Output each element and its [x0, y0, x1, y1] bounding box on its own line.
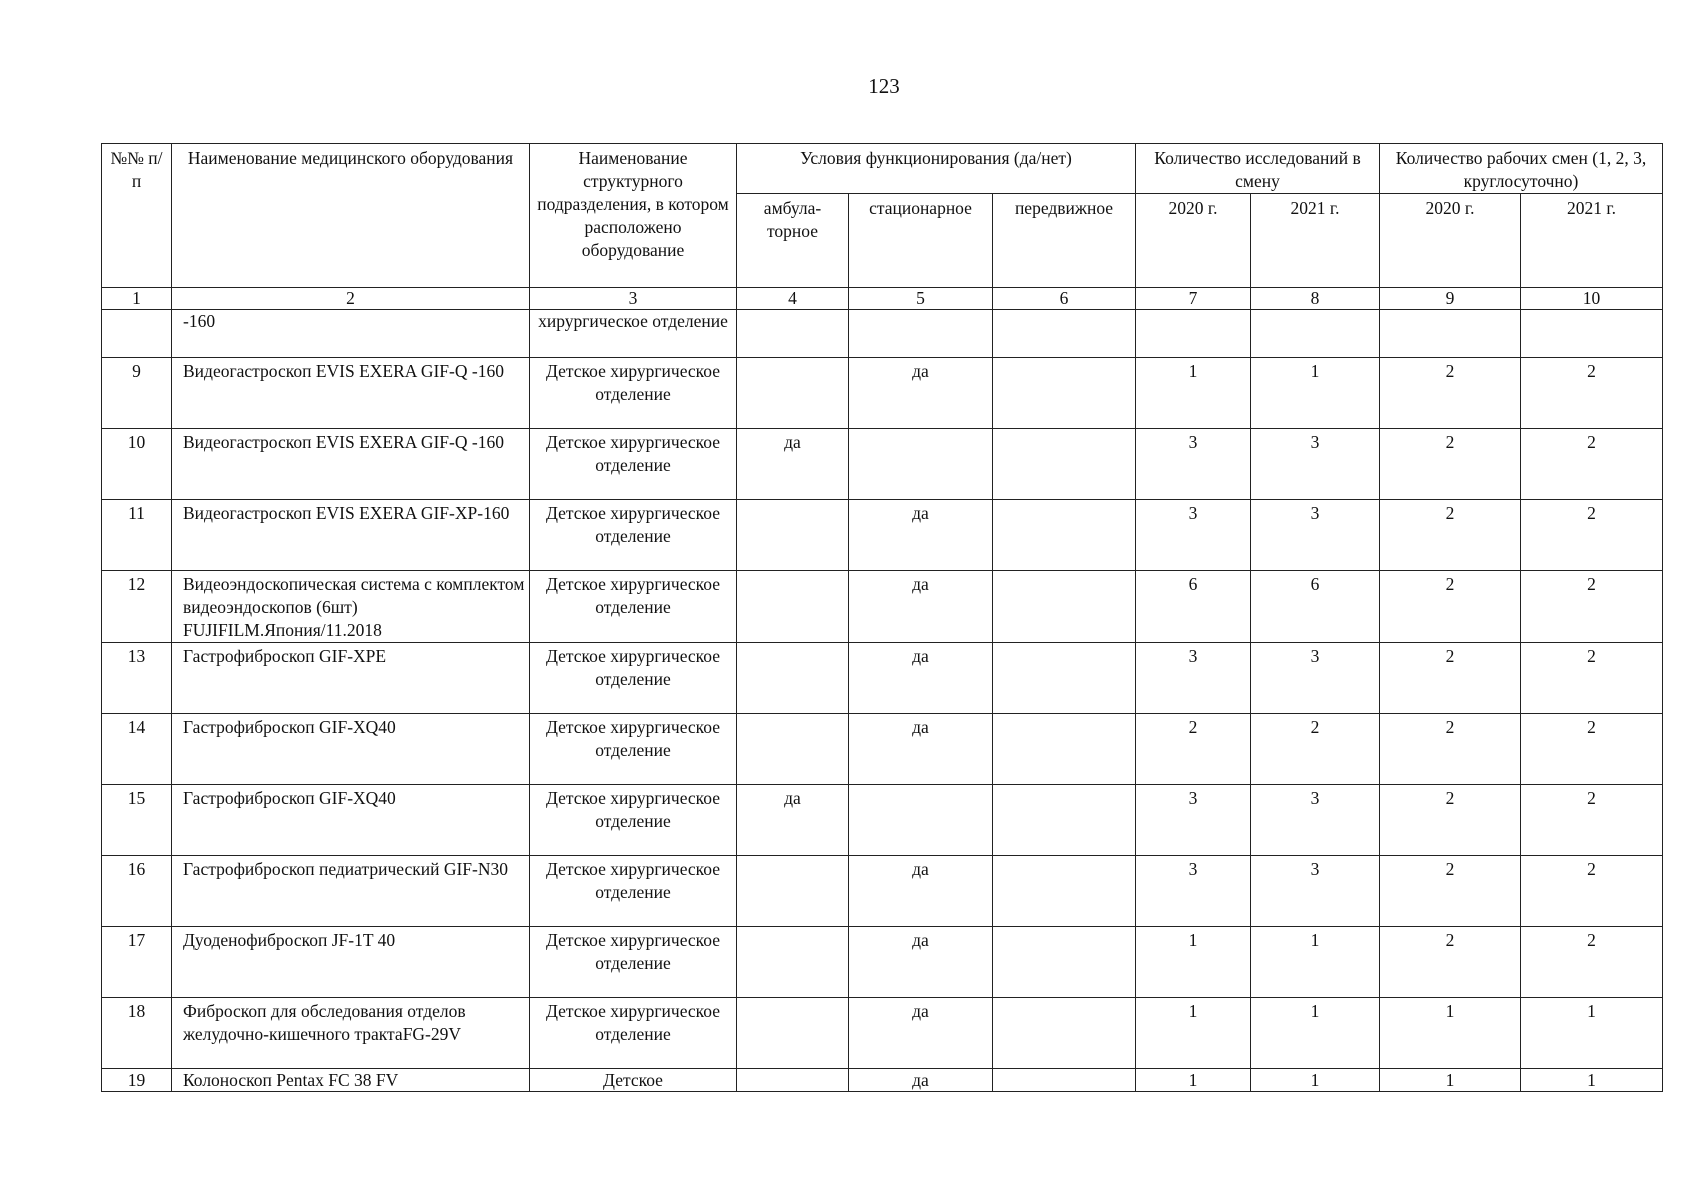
cell-inpatient: да [849, 358, 993, 429]
table-row-continuation [102, 310, 1663, 358]
cell-department: Детское хирургическое отделение [530, 714, 737, 785]
cell-equipment-name: Колоноскоп Pentax FC 38 FV [172, 1069, 530, 1092]
cell-shifts-2020: 2 [1380, 500, 1521, 571]
cell-ambulatory [737, 310, 849, 358]
cell-mobile [993, 358, 1136, 429]
cell-mobile [993, 714, 1136, 785]
cell-shifts-2020: 2 [1380, 927, 1521, 998]
cell-studies-2021: 3 [1251, 785, 1380, 856]
cell-mobile [993, 998, 1136, 1069]
cell-studies-2021: 3 [1251, 643, 1380, 714]
cell-mobile [993, 1069, 1136, 1092]
cell-equipment-name: Видеогастроскоп EVIS EXERA GIF-XP-160 [172, 500, 530, 571]
cell-ambulatory [737, 714, 849, 785]
cell-equipment-name: Фиброскоп для обследования отделов желудочно-кишечного трактаFG-29V [172, 998, 530, 1069]
cell-shifts-2021: 2 [1521, 643, 1663, 714]
cell-mobile [993, 500, 1136, 571]
column-number: 6 [993, 288, 1136, 310]
header-mobile: передвижное [993, 194, 1136, 288]
cell-studies-2021: 1 [1251, 1069, 1380, 1092]
cell-shifts-2020: 2 [1380, 785, 1521, 856]
cell-studies-2020: 1 [1136, 358, 1251, 429]
table-row [102, 856, 1663, 927]
cell-ambulatory [737, 998, 849, 1069]
column-number: 7 [1136, 288, 1251, 310]
cell-department: Детское хирургическое отделение [530, 571, 737, 643]
table-row [102, 643, 1663, 714]
cell-num: 10 [102, 429, 172, 500]
cell-shifts-2021: 1 [1521, 998, 1663, 1069]
cell-shifts-2021: 2 [1521, 571, 1663, 643]
cell-equipment-name: Гастрофиброскоп GIF-XQ40 [172, 714, 530, 785]
cell-equipment-name: Видеогастроскоп EVIS EXERA GIF-Q -160 [172, 358, 530, 429]
cell-ambulatory [737, 1069, 849, 1092]
header-studies-2020: 2020 г. [1136, 194, 1251, 288]
cell-num: 11 [102, 500, 172, 571]
table-row [102, 358, 1663, 429]
cell-num: 18 [102, 998, 172, 1069]
table-row [102, 998, 1663, 1069]
column-number: 2 [172, 288, 530, 310]
cell-ambulatory [737, 856, 849, 927]
cell-num [102, 310, 172, 358]
cell-studies-2020: 2 [1136, 714, 1251, 785]
cell-shifts-2021 [1521, 310, 1663, 358]
table-row [102, 714, 1663, 785]
cell-mobile [993, 927, 1136, 998]
cell-department: Детское хирургическое отделение [530, 358, 737, 429]
cell-inpatient [849, 785, 993, 856]
cell-shifts-2021: 2 [1521, 927, 1663, 998]
cell-studies-2020: 1 [1136, 1069, 1251, 1092]
table-row [102, 785, 1663, 856]
column-number: 1 [102, 288, 172, 310]
cell-shifts-2020: 2 [1380, 714, 1521, 785]
cell-shifts-2021: 2 [1521, 500, 1663, 571]
cell-inpatient [849, 310, 993, 358]
cell-mobile [993, 643, 1136, 714]
cell-department: Детское хирургическое отделение [530, 856, 737, 927]
cell-department: хирургическое отделение [530, 310, 737, 358]
equipment-table [101, 143, 1663, 1092]
cell-ambulatory [737, 358, 849, 429]
cell-mobile [993, 856, 1136, 927]
cell-studies-2020: 3 [1136, 643, 1251, 714]
cell-studies-2020: 3 [1136, 500, 1251, 571]
cell-equipment-name: Гастрофиброскоп GIF-XPE [172, 643, 530, 714]
cell-mobile [993, 571, 1136, 643]
cell-shifts-2021: 2 [1521, 856, 1663, 927]
cell-shifts-2020 [1380, 310, 1521, 358]
header-equipment-name: Наименование медицинского оборудования [172, 144, 530, 288]
cell-department: Детское хирургическое отделение [530, 998, 737, 1069]
cell-studies-2021: 3 [1251, 429, 1380, 500]
cell-num: 12 [102, 571, 172, 643]
header-conditions-group: Условия функционирования (да/нет) [737, 144, 1136, 194]
cell-studies-2021: 6 [1251, 571, 1380, 643]
cell-equipment-name: -160 [172, 310, 530, 358]
cell-studies-2021 [1251, 310, 1380, 358]
table-row [102, 927, 1663, 998]
cell-ambulatory [737, 500, 849, 571]
cell-ambulatory [737, 927, 849, 998]
header-inpatient: стационарное [849, 194, 993, 288]
cell-num: 19 [102, 1069, 172, 1092]
column-number: 8 [1251, 288, 1380, 310]
cell-inpatient: да [849, 500, 993, 571]
cell-studies-2021: 1 [1251, 927, 1380, 998]
cell-inpatient [849, 429, 993, 500]
cell-studies-2020: 1 [1136, 998, 1251, 1069]
table-row [102, 571, 1663, 643]
column-number: 4 [737, 288, 849, 310]
cell-num: 15 [102, 785, 172, 856]
cell-shifts-2020: 2 [1380, 358, 1521, 429]
cell-inpatient: да [849, 998, 993, 1069]
cell-shifts-2021: 2 [1521, 358, 1663, 429]
table-row-last [102, 1069, 1663, 1092]
cell-studies-2020: 3 [1136, 429, 1251, 500]
table-row [102, 429, 1663, 500]
cell-shifts-2021: 2 [1521, 714, 1663, 785]
cell-ambulatory: да [737, 785, 849, 856]
cell-studies-2020: 6 [1136, 571, 1251, 643]
cell-inpatient: да [849, 1069, 993, 1092]
cell-department: Детское хирургическое отделение [530, 927, 737, 998]
cell-department: Детское [530, 1069, 737, 1092]
column-number: 3 [530, 288, 737, 310]
cell-studies-2021: 3 [1251, 500, 1380, 571]
header-shifts-2020: 2020 г. [1380, 194, 1521, 288]
header-row-top [102, 144, 1663, 194]
cell-mobile [993, 429, 1136, 500]
header-department-name: Наименование структурного подразделения, в котором расположено оборудование [530, 144, 737, 288]
cell-equipment-name: Видеогастроскоп EVIS EXERA GIF-Q -160 [172, 429, 530, 500]
cell-studies-2020: 1 [1136, 927, 1251, 998]
cell-num: 17 [102, 927, 172, 998]
cell-department: Детское хирургическое отделение [530, 643, 737, 714]
header-studies-group: Количество исследований в смену [1136, 144, 1380, 194]
header-num: №№ п/п [102, 144, 172, 288]
page-number: 123 [868, 74, 900, 98]
cell-ambulatory [737, 571, 849, 643]
cell-mobile [993, 310, 1136, 358]
cell-shifts-2020: 2 [1380, 856, 1521, 927]
cell-department: Детское хирургическое отделение [530, 429, 737, 500]
cell-ambulatory [737, 643, 849, 714]
cell-mobile [993, 785, 1136, 856]
cell-inpatient: да [849, 856, 993, 927]
cell-shifts-2021: 1 [1521, 1069, 1663, 1092]
header-shifts-group: Количество рабочих смен (1, 2, 3, круглосуточно) [1380, 144, 1663, 194]
cell-studies-2021: 2 [1251, 714, 1380, 785]
cell-shifts-2020: 1 [1380, 998, 1521, 1069]
cell-studies-2021: 3 [1251, 856, 1380, 927]
cell-num: 9 [102, 358, 172, 429]
cell-department: Детское хирургическое отделение [530, 785, 737, 856]
column-number: 5 [849, 288, 993, 310]
table-row [102, 500, 1663, 571]
cell-studies-2020: 3 [1136, 856, 1251, 927]
column-number: 9 [1380, 288, 1521, 310]
cell-shifts-2021: 2 [1521, 429, 1663, 500]
header-studies-2021: 2021 г. [1251, 194, 1380, 288]
cell-inpatient: да [849, 927, 993, 998]
cell-studies-2021: 1 [1251, 998, 1380, 1069]
cell-shifts-2020: 2 [1380, 643, 1521, 714]
cell-shifts-2020: 1 [1380, 1069, 1521, 1092]
header-shifts-2021: 2021 г. [1521, 194, 1663, 288]
cell-studies-2020: 3 [1136, 785, 1251, 856]
cell-inpatient: да [849, 571, 993, 643]
cell-equipment-name: Гастрофиброскоп педиатрический GIF-N30 [172, 856, 530, 927]
cell-ambulatory: да [737, 429, 849, 500]
cell-studies-2020 [1136, 310, 1251, 358]
header-ambulatory: амбула-торное [737, 194, 849, 288]
cell-num: 16 [102, 856, 172, 927]
cell-department: Детское хирургическое отделение [530, 500, 737, 571]
cell-shifts-2020: 2 [1380, 429, 1521, 500]
cell-studies-2021: 1 [1251, 358, 1380, 429]
cell-equipment-name: Видеоэндоскопическая система с комплектом видеоэндоскопов (6шт) FUJIFILM.Япония/11.2018 [172, 571, 530, 643]
cell-inpatient: да [849, 643, 993, 714]
cell-shifts-2021: 2 [1521, 785, 1663, 856]
cell-equipment-name: Дуоденофиброскоп JF-1T 40 [172, 927, 530, 998]
cell-inpatient: да [849, 714, 993, 785]
cell-num: 14 [102, 714, 172, 785]
cell-shifts-2020: 2 [1380, 571, 1521, 643]
cell-num: 13 [102, 643, 172, 714]
column-numbers-row [102, 288, 1663, 310]
column-number: 10 [1521, 288, 1663, 310]
cell-equipment-name: Гастрофиброскоп GIF-XQ40 [172, 785, 530, 856]
